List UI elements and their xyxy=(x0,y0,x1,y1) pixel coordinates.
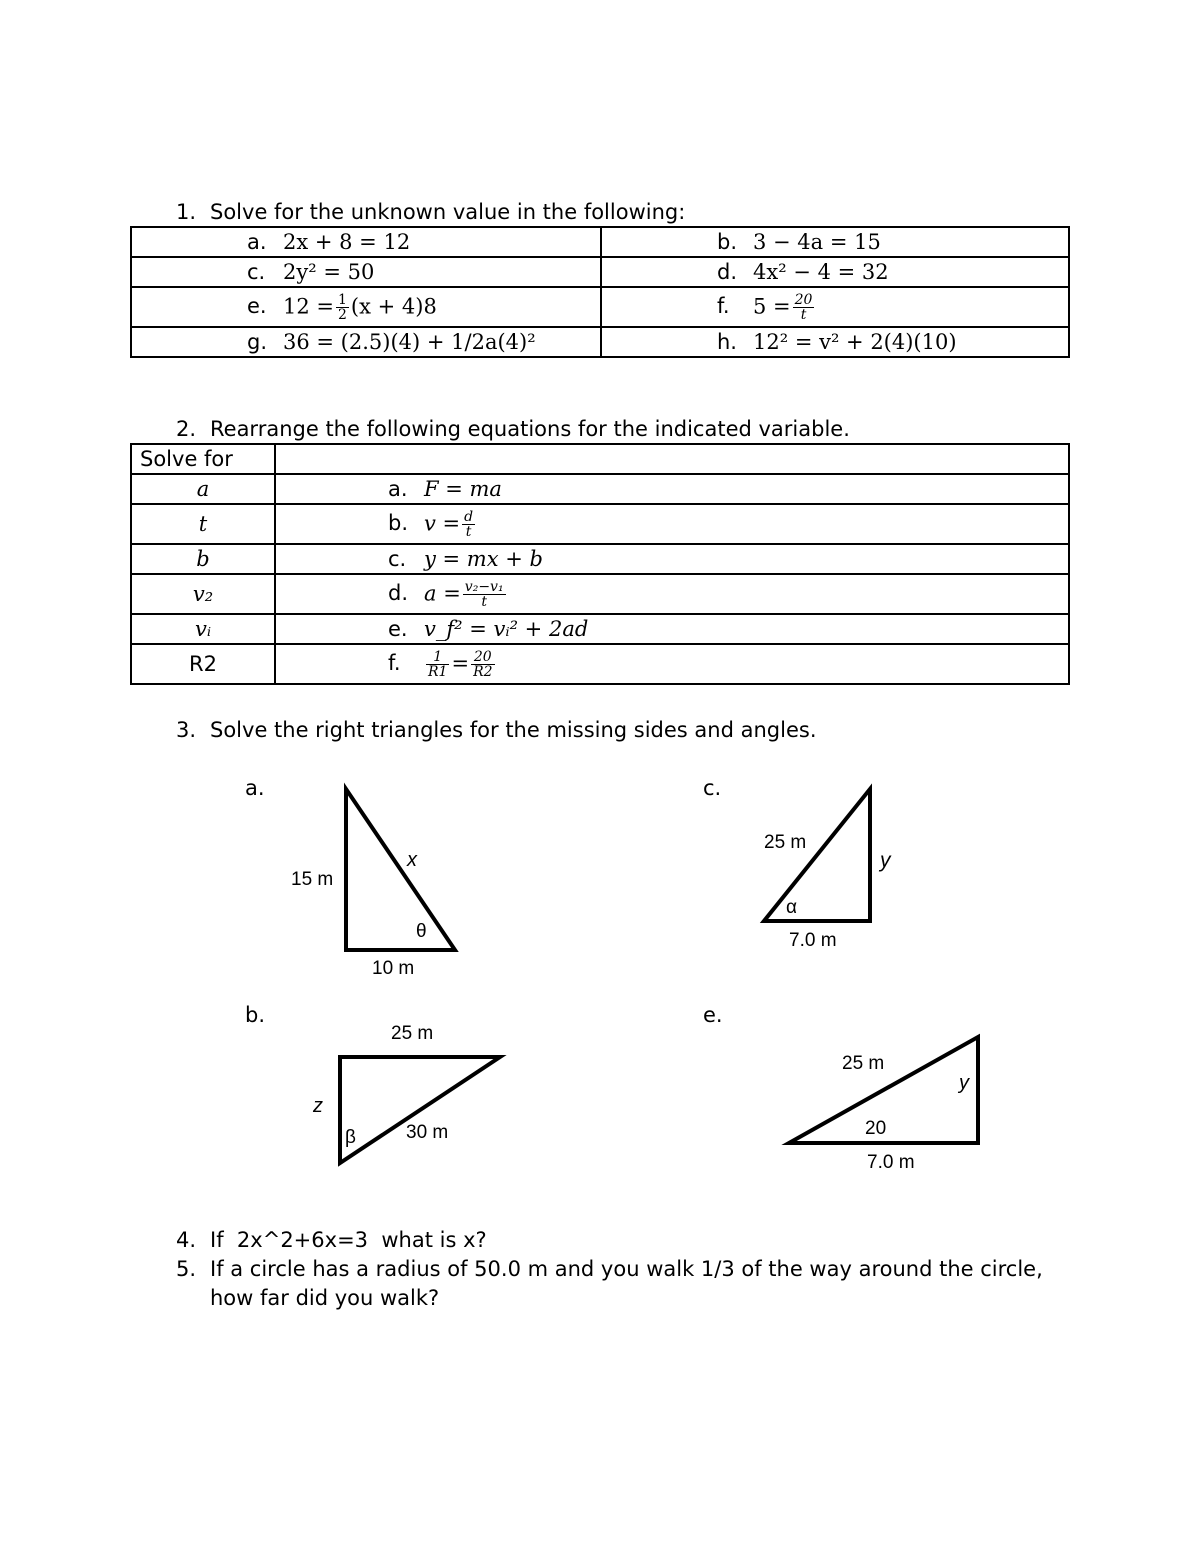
q2-prompt: 2. Rearrange the following equations for the indicated variable. xyxy=(176,417,850,441)
q2-var-f: R2 xyxy=(131,644,275,684)
tri-b-angle: β xyxy=(345,1127,356,1148)
tri-e-side-bottom: 7.0 m xyxy=(867,1152,915,1173)
tri-e-side-right: y xyxy=(959,1072,969,1094)
q1-cell-b: b. 3 − 4a = 15 xyxy=(601,227,1069,257)
tri-b-side-top: 25 m xyxy=(391,1023,434,1044)
q2-var-d: v₂ xyxy=(131,574,275,614)
tri-e-angle: 20 xyxy=(865,1118,887,1139)
q1-cell-d: d. 4x² − 4 = 32 xyxy=(601,257,1069,287)
tri-a-side-vertical: 15 m xyxy=(291,869,334,890)
q2-eq-e: e. v_f² = vᵢ² + 2ad xyxy=(275,614,1069,644)
q2-eq-a: a. F = ma xyxy=(275,474,1069,504)
tri-e-hyp: 25 m xyxy=(842,1053,885,1074)
triangle-c xyxy=(764,789,870,921)
q1-cell-g: g. 36 = (2.5)(4) + 1/2a(4)² xyxy=(131,327,601,357)
q2-eq-d: d. a = $\frac{\text{v₂−v₁}}{t}$ xyxy=(275,574,1069,614)
tri-c-hyp: 25 m xyxy=(764,832,807,853)
q1-cell-e: e. 12 = $\frac{1}{2}$ (x + 4)8 xyxy=(131,287,601,327)
tri-b-hyp: 30 m xyxy=(406,1122,449,1143)
q1-cell-f: f. 5 = $\frac{20}{t}$ xyxy=(601,287,1069,327)
tri-b-side-left: z xyxy=(313,1095,323,1117)
triangle-a xyxy=(346,789,455,950)
tri-e-letter: e. xyxy=(703,1003,723,1027)
tri-c-side-right: y xyxy=(880,849,891,872)
q1-cell-c: c. 2y² = 50 xyxy=(131,257,601,287)
q5-line2: how far did you walk? xyxy=(210,1286,440,1310)
triangle-b xyxy=(340,1057,500,1163)
q1-cell-h: h. 12² = v² + 2(4)(10) xyxy=(601,327,1069,357)
q1-prompt: 1. Solve for the unknown value in the following: xyxy=(176,200,686,224)
q4: 4. If 2x^2+6x=3 what is x? xyxy=(176,1228,487,1252)
tri-a-angle: θ xyxy=(416,921,427,942)
tri-c-side-bottom: 7.0 m xyxy=(789,930,837,951)
q2-var-e: vᵢ xyxy=(131,614,275,644)
tri-c-angle: α xyxy=(786,897,797,918)
tri-c-letter: c. xyxy=(703,776,722,800)
q2-eq-c: c. y = mx + b xyxy=(275,544,1069,574)
q2-eq-b: b. v = $\frac{d}{t}$ xyxy=(275,504,1069,544)
q2-var-a: a xyxy=(131,474,275,504)
q1-cell-a: a. 2x + 8 = 12 xyxy=(131,227,601,257)
q3-prompt: 3. Solve the right triangles for the missing sides and angles. xyxy=(176,718,817,742)
tri-a-side-bottom: 10 m xyxy=(372,958,415,979)
q2-header: Solve for xyxy=(131,444,275,474)
tri-a-letter: a. xyxy=(245,776,265,800)
q2-var-c: b xyxy=(131,544,275,574)
q5: 5. If a circle has a radius of 50.0 m and you walk 1/3 of the way around the circle, xyxy=(176,1257,1043,1281)
tri-a-hyp: x xyxy=(407,849,417,871)
tri-b-letter: b. xyxy=(245,1003,266,1027)
q2-eq-f: f. $\frac{1}{R1}$ = $\frac{20}{R2}$ xyxy=(275,644,1069,684)
q2-var-b: t xyxy=(131,504,275,544)
